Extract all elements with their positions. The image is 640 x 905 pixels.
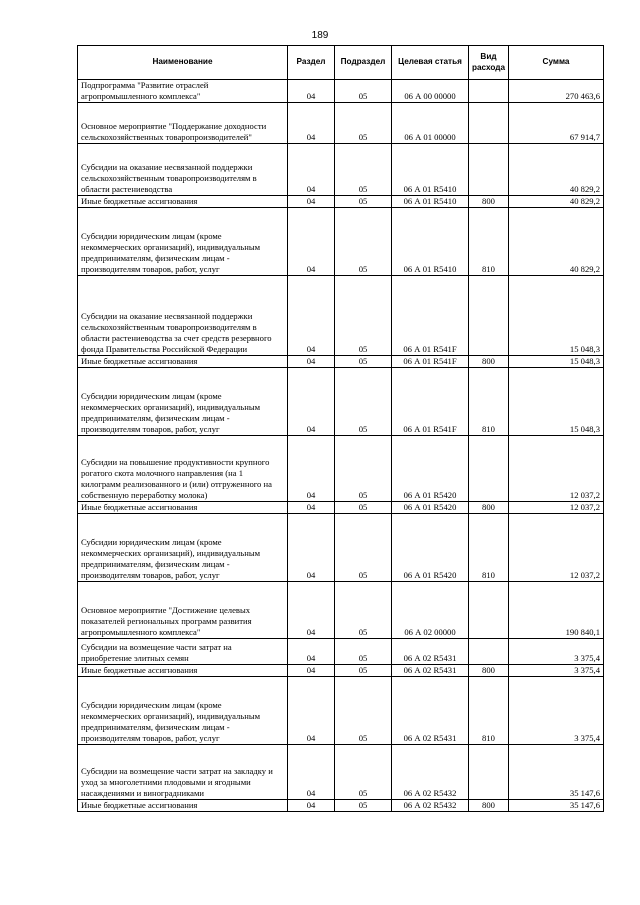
row-amount: 12 037,2	[509, 513, 604, 581]
row-target: 06 А 02 R5431	[392, 664, 469, 676]
row-target: 06 А 01 R541F	[392, 355, 469, 367]
row-name: Основное мероприятие "Достижение целевых показателей региональных программ развития агропромышленного комплекса"	[78, 581, 288, 638]
row-subsection: 05	[335, 435, 392, 501]
row-name: Субсидии на возмещение части затрат на приобретение элитных семян	[78, 638, 288, 664]
row-target: 06 А 01 R5410	[392, 195, 469, 207]
row-subsection: 05	[335, 664, 392, 676]
row-subsection: 05	[335, 367, 392, 435]
row-amount: 190 840,1	[509, 581, 604, 638]
row-amount: 35 147,6	[509, 799, 604, 811]
row-type	[469, 143, 509, 195]
row-amount: 35 147,6	[509, 744, 604, 799]
row-name: Иные бюджетные ассигнования	[78, 195, 288, 207]
row-target: 06 А 01 00000	[392, 102, 469, 143]
table-row	[78, 367, 604, 435]
row-section: 04	[288, 435, 335, 501]
table-row	[78, 80, 604, 103]
row-name: Иные бюджетные ассигнования	[78, 355, 288, 367]
table-row	[78, 143, 604, 195]
row-subsection: 05	[335, 143, 392, 195]
row-type: 810	[469, 367, 509, 435]
row-type	[469, 581, 509, 638]
row-amount: 40 829,2	[509, 143, 604, 195]
row-subsection: 05	[335, 80, 392, 103]
row-amount: 15 048,3	[509, 355, 604, 367]
row-section: 04	[288, 195, 335, 207]
row-section: 04	[288, 355, 335, 367]
row-type: 810	[469, 676, 509, 744]
row-amount: 12 037,2	[509, 435, 604, 501]
row-section: 04	[288, 581, 335, 638]
row-target: 06 А 00 00000	[392, 80, 469, 103]
header-target: Целевая статья	[392, 46, 469, 80]
row-type	[469, 80, 509, 103]
row-amount: 15 048,3	[509, 275, 604, 355]
row-section: 04	[288, 275, 335, 355]
row-type	[469, 102, 509, 143]
row-section: 04	[288, 102, 335, 143]
row-amount: 3 375,4	[509, 676, 604, 744]
row-target: 06 А 01 R541F	[392, 275, 469, 355]
row-target: 06 А 01 R5410	[392, 207, 469, 275]
row-target: 06 А 02 R5431	[392, 638, 469, 664]
row-section: 04	[288, 638, 335, 664]
row-type	[469, 638, 509, 664]
row-type	[469, 435, 509, 501]
row-amount: 12 037,2	[509, 501, 604, 513]
row-amount: 40 829,2	[509, 195, 604, 207]
row-name: Субсидии юридическим лицам (кроме некоммерческих организаций), индивидуальным предпринимателям, физическим лицам - производителям товаров, работ, услуг	[78, 207, 288, 275]
row-target: 06 А 02 R5432	[392, 744, 469, 799]
header-expense-type: Вид расхода	[469, 46, 509, 80]
row-subsection: 05	[335, 195, 392, 207]
table-row	[78, 102, 604, 143]
row-section: 04	[288, 143, 335, 195]
row-type	[469, 744, 509, 799]
row-type: 800	[469, 355, 509, 367]
row-section: 04	[288, 799, 335, 811]
budget-table	[77, 45, 604, 812]
row-section: 04	[288, 207, 335, 275]
row-subsection: 05	[335, 581, 392, 638]
row-section: 04	[288, 367, 335, 435]
row-amount: 3 375,4	[509, 664, 604, 676]
row-name: Субсидии на возмещение части затрат на закладку и уход за многолетними плодовыми и ягодными насаждениями и виноградниками	[78, 744, 288, 799]
row-section: 04	[288, 744, 335, 799]
row-amount: 67 914,7	[509, 102, 604, 143]
row-type: 800	[469, 799, 509, 811]
row-subsection: 05	[335, 207, 392, 275]
table-row	[78, 501, 604, 513]
table-header-row	[78, 46, 604, 80]
row-amount: 270 463,6	[509, 80, 604, 103]
row-section: 04	[288, 664, 335, 676]
table-row	[78, 207, 604, 275]
row-section: 04	[288, 513, 335, 581]
row-target: 06 А 01 R541F	[392, 367, 469, 435]
table-row	[78, 676, 604, 744]
table-row	[78, 195, 604, 207]
row-name: Иные бюджетные ассигнования	[78, 664, 288, 676]
row-name: Субсидии юридическим лицам (кроме некоммерческих организаций), индивидуальным предпринимателям, физическим лицам - производителям товаров, работ, услуг	[78, 513, 288, 581]
row-subsection: 05	[335, 799, 392, 811]
header-name: Наименование	[78, 46, 288, 80]
row-target: 06 А 01 R5420	[392, 513, 469, 581]
row-subsection: 05	[335, 676, 392, 744]
table-row	[78, 638, 604, 664]
row-name: Основное мероприятие "Поддержание доходности сельскохозяйственных товаропроизводителей"	[78, 102, 288, 143]
table-row	[78, 664, 604, 676]
table-row	[78, 744, 604, 799]
row-name: Подпрограмма "Развитие отраслей агропромышленного комплекса"	[78, 80, 288, 103]
row-subsection: 05	[335, 355, 392, 367]
row-target: 06 А 02 00000	[392, 581, 469, 638]
table-row	[78, 581, 604, 638]
row-name: Субсидии юридическим лицам (кроме некоммерческих организаций), индивидуальным предпринимателям, физическим лицам - производителям товаров, работ, услуг	[78, 676, 288, 744]
row-target: 06 А 01 R5420	[392, 501, 469, 513]
row-subsection: 05	[335, 501, 392, 513]
row-type: 810	[469, 513, 509, 581]
row-subsection: 05	[335, 513, 392, 581]
row-amount: 3 375,4	[509, 638, 604, 664]
row-target: 06 А 02 R5431	[392, 676, 469, 744]
row-name: Субсидии на оказание несвязанной поддержки сельскохозяйственным товаропроизводителям в области растениеводства за счет средств резервного фонда Правительства Российской Федерации	[78, 275, 288, 355]
header-subsection: Подраздел	[335, 46, 392, 80]
row-amount: 40 829,2	[509, 207, 604, 275]
row-name: Субсидии на повышение продуктивности крупного рогатого скота молочного направления (на 1 килограмм реализованного и (или) отгруженного на собственную переработку молока)	[78, 435, 288, 501]
row-subsection: 05	[335, 744, 392, 799]
row-type: 800	[469, 195, 509, 207]
header-amount: Сумма	[509, 46, 604, 80]
row-subsection: 05	[335, 638, 392, 664]
row-type: 800	[469, 664, 509, 676]
row-name: Субсидии на оказание несвязанной поддержки сельскохозяйственным товаропроизводителям в области растениеводства	[78, 143, 288, 195]
row-target: 06 А 01 R5420	[392, 435, 469, 501]
table-row	[78, 275, 604, 355]
row-name: Иные бюджетные ассигнования	[78, 501, 288, 513]
row-section: 04	[288, 501, 335, 513]
row-subsection: 05	[335, 102, 392, 143]
row-target: 06 А 01 R5410	[392, 143, 469, 195]
row-type: 810	[469, 207, 509, 275]
table-row	[78, 513, 604, 581]
page-number: 189	[311, 30, 329, 41]
row-name: Иные бюджетные ассигнования	[78, 799, 288, 811]
row-section: 04	[288, 676, 335, 744]
row-type: 800	[469, 501, 509, 513]
row-amount: 15 048,3	[509, 367, 604, 435]
row-subsection: 05	[335, 275, 392, 355]
table-row	[78, 799, 604, 811]
table-row	[78, 435, 604, 501]
header-section: Раздел	[288, 46, 335, 80]
table-row	[78, 355, 604, 367]
row-name: Субсидии юридическим лицам (кроме некоммерческих организаций), индивидуальным предпринимателям, физическим лицам - производителям товаров, работ, услуг	[78, 367, 288, 435]
row-type	[469, 275, 509, 355]
row-target: 06 А 02 R5432	[392, 799, 469, 811]
row-section: 04	[288, 80, 335, 103]
